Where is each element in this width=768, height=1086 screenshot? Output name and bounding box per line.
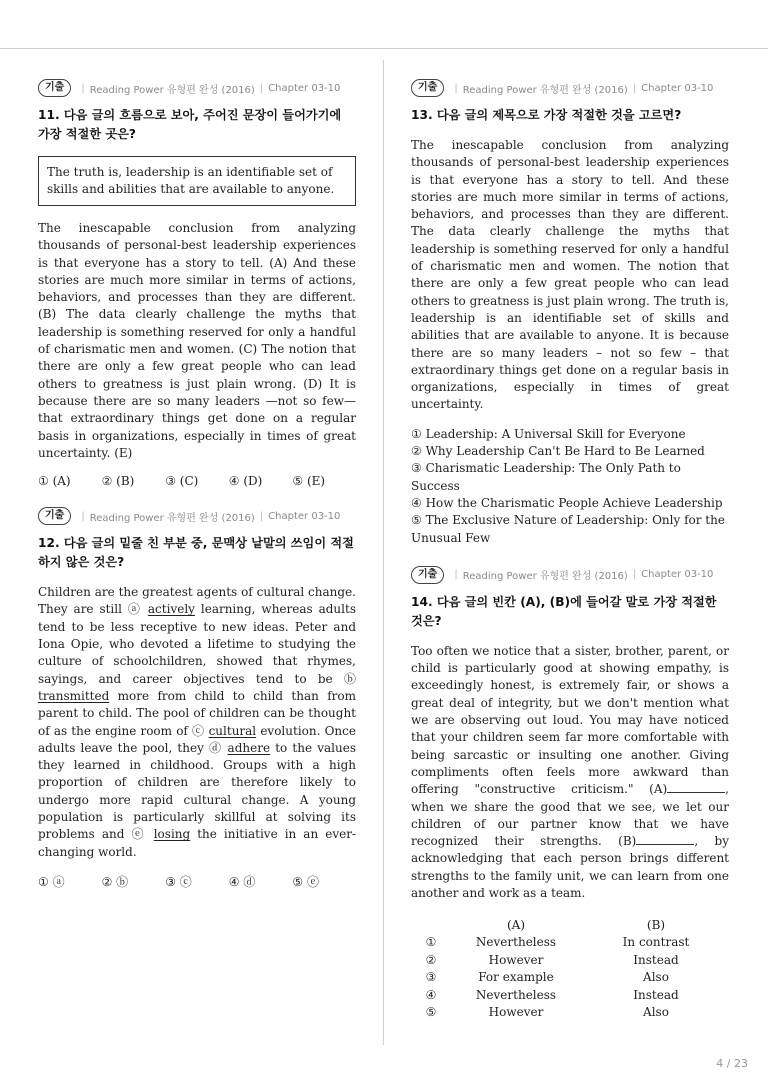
answer-row[interactable]: ④ Nevertheless Instead xyxy=(425,987,679,1002)
q12-title: 12. 다음 글의 밑줄 친 부분 중, 문맥상 낱말의 쓰임이 적절하지 않은 것은? xyxy=(38,536,354,570)
choice[interactable]: ① (A) xyxy=(38,474,71,489)
source-chapter: Chapter 03-10 xyxy=(641,569,714,581)
source-book: Reading Power 유형편 완성 (2016) xyxy=(89,84,255,96)
q14-title: 14. 다음 글의 빈칸 (A), (B)에 들어갈 말로 가장 적절한 것은? xyxy=(411,594,717,628)
separator: | xyxy=(632,82,637,94)
choice[interactable]: ① ⓐ xyxy=(38,874,65,889)
answer-row[interactable]: ⑤ However Also xyxy=(425,1004,669,1019)
source-chapter: Chapter 03-10 xyxy=(268,510,341,522)
separator: | xyxy=(454,82,458,94)
separator: | xyxy=(454,569,458,581)
source-book: Reading Power 유형편 완성 (2016) xyxy=(89,512,255,524)
q13-title: 13. 다음 글의 제목으로 가장 적절한 것을 고르면? xyxy=(411,108,682,122)
underlined-word: cultural xyxy=(208,723,257,738)
q13-passage: The inescapable conclusion from analyzing thousands of personal-best leadership experiences is that everyone has a story to tell. And these stories are much more similar in terms of actions, behaviors, and processes than they are different. The data clearly challenge the myths that leadership is something reserved for only a handful of charismatic men and women. The notion that there are only a few great people who can lead others to greatness is just plain wrong. The truth is, leadership is an identifiable set of skills and abilities that are available to anyone. It is because there are so many leaders – not so few – that extraordinary things get done on a regular basis in organizations, especially in times of great uncertainty. xyxy=(411,138,729,412)
separator: | xyxy=(632,569,637,581)
right-column xyxy=(411,78,729,1021)
answer-row[interactable]: ② However Instead xyxy=(425,952,679,967)
exam-tag: 기출 xyxy=(411,79,444,97)
source-chapter: Chapter 03-10 xyxy=(268,82,341,94)
blank-b xyxy=(636,834,694,845)
blank-a xyxy=(667,782,725,793)
underlined-word: adhere xyxy=(227,740,271,755)
q11-choices xyxy=(38,474,356,488)
answer-row[interactable]: ③ For example Also xyxy=(425,970,669,985)
option[interactable]: ① Leadership: A Universal Skill for Everyone xyxy=(411,426,686,441)
exam-tag: 기출 xyxy=(411,566,444,584)
header-rule xyxy=(0,48,768,49)
source-line xyxy=(411,565,729,585)
column-divider xyxy=(383,60,384,1045)
answer-row[interactable]: ① Nevertheless In contrast xyxy=(425,935,690,950)
option[interactable]: ④ How the Charismatic People Achieve Leadership xyxy=(411,495,723,510)
option[interactable]: ⑤ The Exclusive Nature of Leadership: Only for the Unusual Few xyxy=(411,513,725,545)
choice[interactable]: ③ (C) xyxy=(165,474,199,489)
q11-given-sentence: The truth is, leadership is an identifiable set of skills and abilities that are available to anyone. xyxy=(38,156,356,206)
q11-passage: The inescapable conclusion from analyzing thousands of personal-best leadership experiences is that everyone has a story to tell. (A) And these stories are much more similar in terms of actions, behaviors, and processes than they are different. (B) The data clearly challenge the myths that leadership is something reserved for only a handful of charismatic men and women. (C) The notion that there are only a few great people who can lead others to greatness is just plain wrong. (D) It is because there are so many leaders —not so few— that extraordinary things get done on a regular basis in organizations, especially in times of great uncertainty. (E) xyxy=(38,221,356,460)
choice[interactable]: ⑤ (E) xyxy=(292,474,326,489)
source-book: Reading Power 유형편 완성 (2016) xyxy=(462,84,628,96)
choice[interactable]: ④ ⓓ xyxy=(228,874,256,889)
underlined-word: transmitted xyxy=(38,688,110,703)
column-header-a: (A) xyxy=(506,917,526,932)
q12-passage: Children are the greatest agents of cultural change. They are still ⓐ actively learning, whereas adults tend to be less receptive to new ideas. Peter and Iona Opie, who devoted a lifetime to studying the culture of schoolchildren, showed that rhymes, sayings, and career objectives tend to be ⓑ transmitted more from child to child than from parent to child. The pool of children can be thought of as the engine room of ⓒ cultural evolution. Once adults leave the pool, they ⓓ adhere to the values they learned in childhood. Groups with a high proportion of children are therefore likely to undergo more rapid cultural change. A young population is particularly skillful at solving its problems and ⓔ losing the initiative in an ever-changing world. xyxy=(38,585,356,859)
q14-passage: Too often we notice that a sister, brother, parent, or child is particularly good at showing empathy, is exceedingly honest, is extremely fair, or shows a great deal of integrity, but we don't mention what we are observing out loud. You may have noticed that your children seem far more comfortable with being sarcastic or insulting one another. Giving compliments often feels more awkward than offering "constructive criticism." (A) , when we share the good that we see, we let our children of our partner know that we have recognized their strengths. (B) , by acknowledging that each person brings different strengths to the family unit, we can learn from one another and work as a team. xyxy=(411,643,729,900)
choice[interactable]: ④ (D) xyxy=(228,474,263,489)
option[interactable]: ② Why Leadership Can't Be Hard to Be Learned xyxy=(411,444,705,459)
exam-tag: 기출 xyxy=(38,79,71,97)
q14-answer-table xyxy=(421,916,721,1020)
q12-choices xyxy=(38,873,356,890)
choice[interactable]: ③ ⓒ xyxy=(165,874,192,889)
column-header-b: (B) xyxy=(646,917,666,932)
source-line xyxy=(38,78,356,98)
exam-tag: 기출 xyxy=(38,507,71,525)
separator: | xyxy=(259,82,264,94)
q13-options xyxy=(411,426,729,547)
option[interactable]: ③ Charismatic Leadership: The Only Path to Success xyxy=(411,461,681,493)
separator: | xyxy=(81,510,85,522)
choice[interactable]: ② ⓑ xyxy=(101,874,129,889)
choice[interactable]: ② (B) xyxy=(101,474,135,489)
q11-title: 11. 다음 글의 흐름으로 보아, 주어진 문장이 들어가기에 가장 적절한 곳은? xyxy=(38,108,342,141)
page-number: 4 / 23 xyxy=(716,1057,748,1070)
source-line xyxy=(411,78,729,98)
underlined-word: losing xyxy=(153,827,191,842)
source-chapter: Chapter 03-10 xyxy=(641,82,714,94)
separator: | xyxy=(259,510,264,522)
choice[interactable]: ⑤ ⓔ xyxy=(292,874,319,889)
source-line xyxy=(38,506,356,526)
source-book: Reading Power 유형편 완성 (2016) xyxy=(462,571,628,583)
underlined-word: actively xyxy=(147,602,195,617)
separator: | xyxy=(81,82,85,94)
left-column xyxy=(38,78,356,908)
